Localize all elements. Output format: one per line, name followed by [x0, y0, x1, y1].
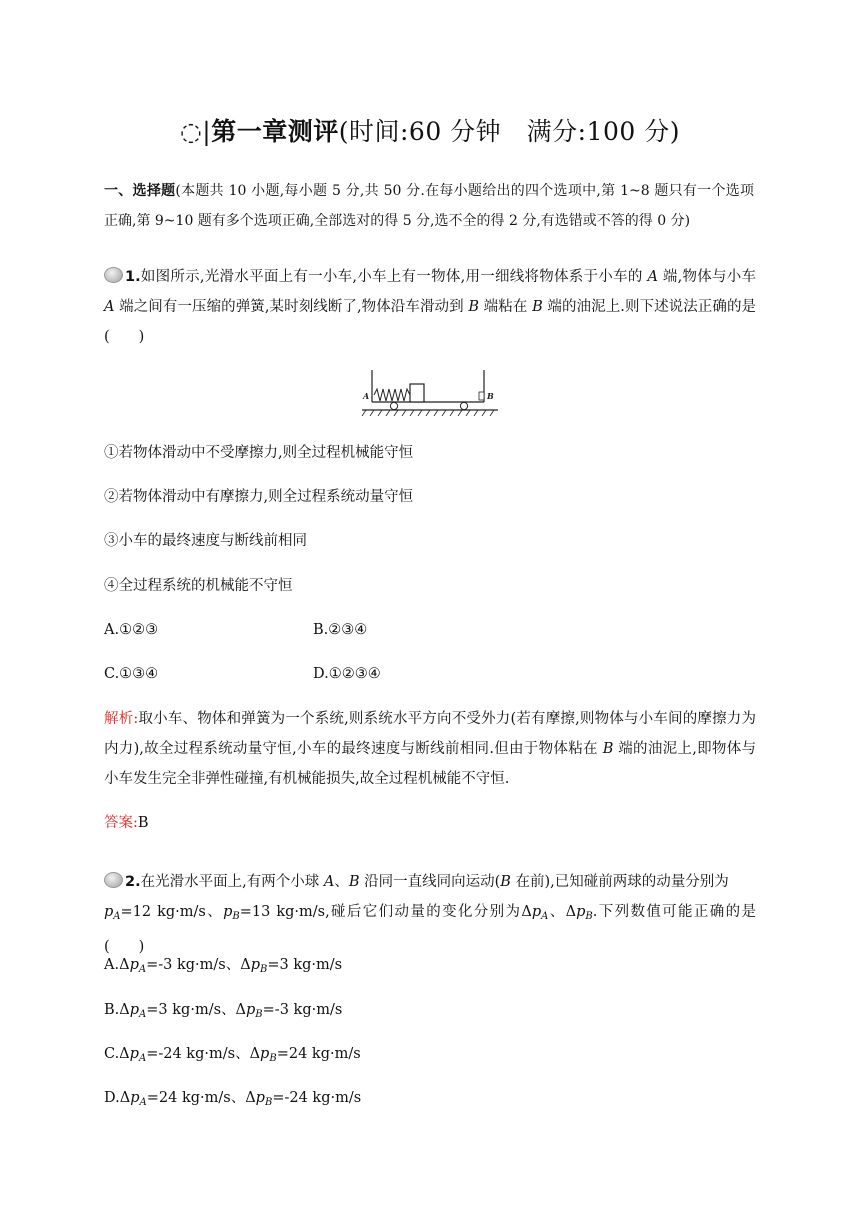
title-sub: (时间:60 分钟 满分:100 分)	[338, 117, 681, 146]
analysis-var: B	[602, 741, 614, 757]
q2-option-d[interactable]	[104, 1086, 361, 1115]
opt-text: =24 kg·m/s、Δ	[146, 1090, 256, 1106]
opt-var: p	[255, 1090, 265, 1106]
q1-stem-text: 端粘在	[479, 299, 533, 315]
answer-value: B	[137, 815, 149, 831]
q1-option-b[interactable]: B.②③④	[313, 622, 368, 638]
opt-text: =-24 kg·m/s、Δ	[146, 1046, 261, 1062]
q2-stem-text: =12 kg·m/s、	[120, 904, 224, 920]
answer-label: 答案:	[104, 815, 138, 831]
analysis-text: 取小车、物体和弹簧为一个系统,则系统水平方向不受外力(若有摩擦,则物体与小车间的摩擦力为内力),故全过程系统动量守恒,小车的最终速度与断线前相同.但由于物体粘在	[104, 711, 756, 757]
opt-var: p	[260, 1046, 270, 1062]
section-instructions	[104, 176, 754, 236]
section-heading: 一、选择题	[104, 183, 176, 199]
page-title	[0, 112, 860, 148]
q1-option-c[interactable]: C.①③④	[104, 666, 159, 682]
q1-var: B	[468, 299, 479, 315]
q1-stem-text: 端,物体与小车	[657, 269, 756, 285]
q2-stem-text: 、Δ	[548, 904, 577, 920]
question-circle-icon	[104, 872, 123, 888]
q1-var: A	[104, 299, 115, 315]
q2-stem-text: .下列数值可能正确的是( )	[104, 904, 757, 955]
q1-statement-3: ③小车的最终速度与断线前相同	[104, 533, 307, 549]
q1-var: B	[532, 299, 543, 315]
question-1-stem	[104, 262, 756, 352]
q2-option-b[interactable]	[104, 998, 342, 1027]
opt-text: C.Δ	[104, 1046, 130, 1062]
q2-var: A	[323, 874, 335, 890]
q1-option-a[interactable]: A.①②③	[104, 622, 159, 638]
opt-sub: B	[260, 964, 268, 975]
opt-text: =3 kg·m/s、Δ	[146, 1002, 246, 1018]
q1-var: A	[647, 269, 658, 285]
q2-var: B	[348, 874, 360, 890]
q2-stem-text: 在光滑水平面上,有两个小球	[140, 874, 324, 890]
opt-sub: A	[138, 964, 147, 975]
q1-answer	[104, 811, 149, 835]
opt-var: p	[130, 1090, 140, 1106]
opt-var: p	[129, 1002, 140, 1018]
opt-var: p	[246, 1002, 256, 1018]
figure-label-a: A	[363, 391, 370, 401]
opt-text: D.Δ	[104, 1090, 131, 1106]
title-main: 第一章测评	[211, 117, 339, 146]
opt-text: =3 kg·m/s	[267, 957, 343, 973]
question-2-stem	[104, 867, 756, 962]
q2-stem-text: 、	[334, 874, 349, 890]
opt-sub: B	[264, 1097, 273, 1108]
opt-sub: A	[138, 1053, 147, 1064]
q1-statement-4: ④全过程系统的机械能不守恒	[104, 578, 293, 594]
analysis-text: 端的油泥上,即物体与小车发生完全非弹性碰撞,有机械能损失,故全过程机械能不守恒.	[104, 741, 757, 787]
q2-var: B	[500, 874, 511, 890]
q1-stem-text: 如图所示,光滑水平面上有一小车,小车上有一物体,用一细线将物体系于小车的	[140, 269, 648, 285]
opt-text: =24 kg·m/s	[276, 1046, 361, 1062]
analysis-label: 解析:	[104, 711, 139, 727]
q2-option-c[interactable]	[104, 1042, 361, 1071]
question-circle-icon	[104, 267, 123, 283]
q2-sub: A	[113, 911, 121, 922]
opt-var: p	[129, 1046, 139, 1062]
q2-stem-text: 在前),已知碰前两球的动量分别为	[510, 874, 729, 890]
q2-option-a[interactable]	[104, 953, 342, 982]
cart-spring-figure	[360, 368, 500, 424]
opt-var: p	[250, 957, 260, 973]
q2-var: p	[576, 904, 586, 920]
q2-var: p	[531, 904, 542, 920]
q2-stem-text: =13 kg·m/s,碰后它们动量的变化分别为Δ	[239, 904, 532, 920]
question-number: 2.	[125, 874, 141, 890]
opt-text: B.Δ	[104, 1002, 130, 1018]
opt-sub: A	[139, 1009, 147, 1020]
title-marker: ◌|	[179, 117, 212, 146]
q1-stem-text: 端的油泥上.则下述说法正确的是 ( )	[104, 299, 757, 345]
section-desc: (本题共 10 小题,每小题 5 分,共 50 分.在每小题给出的四个选项中,第 1~8 题只有一个选项正确,第 9~10 题有多个选项正确,全部选对的得 5 分,选不全的得 2 分,有选错或不答的得 0 分)	[104, 183, 754, 229]
q1-stem-text: 端之间有一压缩的弹簧,某时刻线断了,物体沿车滑动到	[114, 299, 469, 315]
q2-sub: A	[541, 911, 549, 922]
q2-sub: B	[232, 911, 240, 922]
q2-var: p	[104, 904, 114, 920]
question-number: 1.	[125, 269, 141, 285]
opt-text: =-3 kg·m/s	[262, 1002, 343, 1018]
opt-var: p	[129, 957, 139, 973]
opt-text: =-24 kg·m/s	[272, 1090, 362, 1106]
q2-sub: B	[585, 911, 593, 922]
opt-text: A.Δ	[104, 957, 130, 973]
q1-statement-2: ②若物体滑动中有摩擦力,则全过程系统动量守恒	[104, 489, 414, 505]
q2-var: p	[223, 904, 233, 920]
opt-text: =-3 kg·m/s、Δ	[146, 957, 251, 973]
opt-sub: A	[139, 1097, 147, 1108]
figure-label-b: B	[487, 391, 494, 401]
q1-statement-1: ①若物体滑动中不受摩擦力,则全过程机械能守恒	[104, 445, 414, 461]
q1-option-d[interactable]: D.①②③④	[313, 666, 381, 682]
q1-analysis	[104, 704, 756, 794]
opt-sub: B	[255, 1009, 263, 1020]
opt-sub: B	[269, 1053, 277, 1064]
q2-stem-text: 沿同一直线同向运动(	[359, 874, 501, 890]
